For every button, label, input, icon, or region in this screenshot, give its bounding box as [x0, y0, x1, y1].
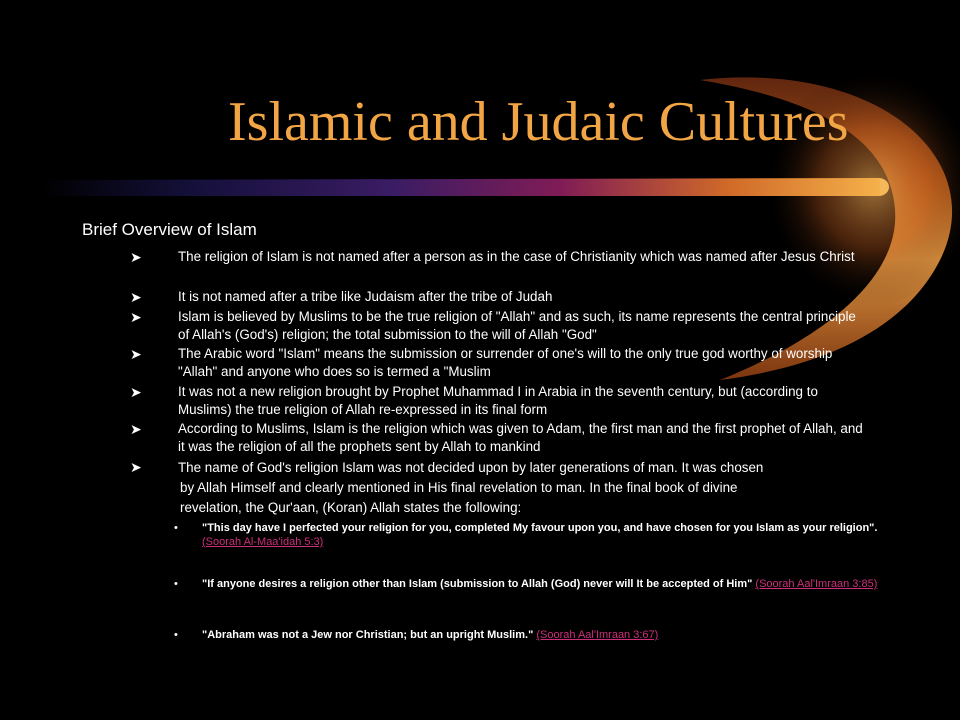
bullet-line: by Allah Himself and clearly mentioned in His final revelation to man. In the final book of divine — [180, 480, 738, 495]
quote-text — [202, 628, 882, 642]
arrowhead-bullet-icon: ➤ — [130, 289, 142, 305]
quote-body: "Abraham was not a Jew nor Christian; but an upright Muslim." — [202, 629, 537, 641]
quote-reference-link[interactable]: (Soorah Aal'Imraan 3:67) — [536, 629, 659, 641]
quote-reference-link[interactable]: (Soorah Aal'Imraan 3:85) — [755, 578, 878, 590]
bullet-line: The name of God's religion Islam was not decided upon by later generations of man. It was chosen — [178, 460, 764, 475]
arrowhead-bullet-icon: ➤ — [130, 309, 142, 325]
round-bullet-icon: • — [174, 629, 178, 641]
quote-reference-link[interactable]: (Soorah Al-Maa'idah 5:3) — [202, 536, 324, 548]
bullet-text: The Arabic word "Islam" means the submission or surrender of one's will to the only true god worthy of worship "Allah" and anyone who does so is termed a "Muslim — [178, 346, 833, 379]
arrowhead-bullet-icon: ➤ — [130, 421, 142, 437]
arrowhead-bullet-icon: ➤ — [130, 249, 142, 265]
slide-title: Islamic and Judaic Cultures — [228, 91, 849, 153]
section-subtitle: Brief Overview of Islam — [82, 220, 257, 239]
round-bullet-icon: • — [174, 522, 178, 534]
bullet-text: It was not a new religion brought by Prophet Muhammad I in Arabia in the seventh century, but (according to Muslims) the true religion of Allah re-expressed in its final form — [178, 384, 818, 417]
bullet-text: It is not named after a tribe like Judaism after the tribe of Judah — [178, 289, 553, 304]
quote-text — [202, 521, 882, 549]
quote-body: "If anyone desires a religion other than Islam (submission to Allah (God) never will It be accepted of Him" — [202, 578, 756, 590]
bullet-line: revelation, the Qur'aan, (Koran) Allah states the following: — [180, 500, 522, 515]
bullet-text — [178, 458, 888, 518]
arrowhead-bullet-icon: ➤ — [130, 459, 142, 475]
quote-body: "This day have I perfected your religion for you, completed My favour upon you, and have chosen for you Islam as your religion". — [202, 522, 878, 534]
arrowhead-bullet-icon: ➤ — [130, 346, 142, 362]
arrowhead-bullet-icon: ➤ — [130, 384, 142, 400]
quote-text — [202, 577, 882, 591]
bullet-text: According to Muslims, Islam is the religion which was given to Adam, the first man and the first prophet of Allah, and it was the religion of all the prophets sent by Allah to mankind — [178, 421, 863, 454]
bullet-text: Islam is believed by Muslims to be the true religion of "Allah" and as such, its name represents the central principle of Allah's (God's) religion; the total submission to the will of Allah "God" — [178, 309, 856, 342]
round-bullet-icon: • — [174, 578, 178, 590]
bullet-text: The religion of Islam is not named after a person as in the case of Christianity which was named after Jesus Christ — [178, 249, 855, 264]
